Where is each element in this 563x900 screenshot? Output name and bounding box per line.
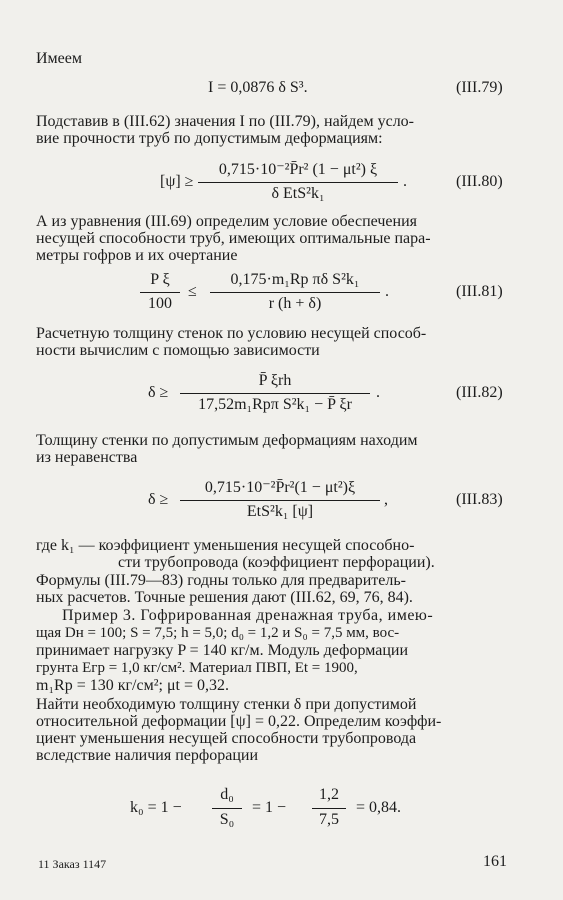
page-number: 161 bbox=[483, 853, 507, 870]
k0-numerator-1: d₀ bbox=[220, 786, 234, 803]
equation-number-81: (III.81) bbox=[456, 283, 503, 300]
text-line: ности вычислим с помощью зависимости bbox=[36, 342, 320, 359]
text-line: ных расчетов. Точные решения дают (III.62, 69, 76, 84). bbox=[36, 589, 413, 606]
fraction-bar bbox=[210, 292, 380, 293]
fraction-bar bbox=[312, 808, 346, 809]
text-line: из неравенства bbox=[36, 449, 138, 466]
equation-81-numerator: 0,175·m₁Rр πδ S²k₁ bbox=[230, 271, 360, 288]
equation-79: I = 0,0876 δ S³. bbox=[208, 79, 308, 96]
equation-81-denominator: r (h + δ) bbox=[268, 295, 322, 312]
equation-83-numerator: 0,715·10⁻²P̄r²(1 − μt²)ξ bbox=[204, 479, 356, 496]
equation-80-lhs: [ψ] ≥ bbox=[160, 173, 194, 190]
fraction-bar bbox=[212, 808, 242, 809]
equation-82-numerator: P̄ ξrh bbox=[258, 372, 292, 389]
text-line: сти трубопровода (коэффициент перфорации). bbox=[118, 554, 435, 571]
k0-denominator-1: S₀ bbox=[219, 811, 235, 828]
text-line: Расчетную толщину стенок по условию несущей способ- bbox=[36, 325, 427, 342]
text-line: грунта Eгр = 1,0 кг/см². Материал ПВП, Et = 1900, bbox=[36, 660, 358, 676]
k0-result: = 0,84. bbox=[356, 799, 402, 816]
text-line: несущей способности труб, имеющих оптимальные пара- bbox=[36, 230, 431, 247]
text-line: Толщину стенки по допустимым деформациям находим bbox=[36, 432, 418, 449]
equation-81-lhs-denominator: 100 bbox=[148, 295, 172, 312]
equation-80-denominator: δ EtS²k₁ bbox=[271, 185, 325, 202]
period: . bbox=[403, 173, 407, 190]
equation-number-82: (III.82) bbox=[456, 384, 503, 401]
text-line: вследствие наличия перфорации bbox=[36, 747, 259, 764]
text-line: где k₁ — коэффициент уменьшения несущей способно- bbox=[36, 537, 415, 554]
period: . bbox=[385, 283, 389, 300]
text-line: вие прочности труб по допустимым деформациям: bbox=[36, 130, 383, 147]
equation-number-79: (III.79) bbox=[456, 79, 503, 96]
text-line: относительной деформации [ψ] = 0,22. Определим коэффи- bbox=[36, 713, 442, 730]
equation-82-lhs: δ ≥ bbox=[148, 384, 169, 401]
text-line: циент уменьшения несущей способности трубопровода bbox=[36, 730, 417, 747]
text-line: Пример 3. Гофрированная дренажная труба, имею- bbox=[62, 607, 434, 624]
fraction-bar bbox=[180, 393, 370, 394]
printer-signature: 11 Заказ 1147 bbox=[38, 857, 107, 871]
equation-80-numerator: 0,715·10⁻²P̄r² (1 − μt²) ξ bbox=[218, 161, 378, 178]
text-line: щая Dн = 100; S = 7,5; h = 5,0; d₀ = 1,2 и S₀ = 7,5 мм, вос- bbox=[36, 625, 400, 641]
fraction-bar bbox=[198, 182, 398, 183]
k0-middle: = 1 − bbox=[252, 799, 287, 816]
text-line: m₁Rр = 130 кг/см²; μt = 0,32. bbox=[36, 677, 230, 694]
text-line: метры гофров и их очертание bbox=[36, 247, 238, 264]
equation-number-83: (III.83) bbox=[456, 491, 503, 508]
text-line: Найти необходимую толщину стенки δ при допустимой bbox=[36, 696, 417, 713]
equation-82-denominator: 17,52m₁Rрπ S²k₁ − P̄ ξr bbox=[198, 396, 352, 413]
k0-lhs: k₀ = 1 − bbox=[130, 799, 182, 816]
equation-81-lhs-numerator: P ξ bbox=[150, 271, 170, 288]
equation-83-lhs: δ ≥ bbox=[148, 491, 169, 508]
period: . bbox=[376, 384, 380, 401]
text-line: Подставив в (III.62) значения I по (III.79), найдем усло- bbox=[36, 113, 415, 130]
k0-numerator-2: 1,2 bbox=[319, 786, 339, 803]
comma: , bbox=[384, 491, 388, 508]
equation-number-80: (III.80) bbox=[456, 173, 503, 190]
text-line: принимает нагрузку P = 140 кг/м. Модуль деформации bbox=[36, 642, 409, 659]
k0-denominator-2: 7,5 bbox=[319, 811, 339, 828]
equation-83-denominator: EtS²k₁ [ψ] bbox=[246, 503, 314, 520]
text-line: А из уравнения (III.69) определим условие обеспечения bbox=[36, 213, 417, 230]
text-line: Имеем bbox=[36, 50, 83, 67]
equation-81-relation: ≤ bbox=[188, 283, 197, 300]
fraction-bar bbox=[180, 500, 380, 501]
text-line: Формулы (III.79—83) годны только для предваритель- bbox=[36, 572, 406, 589]
fraction-bar bbox=[140, 292, 180, 293]
